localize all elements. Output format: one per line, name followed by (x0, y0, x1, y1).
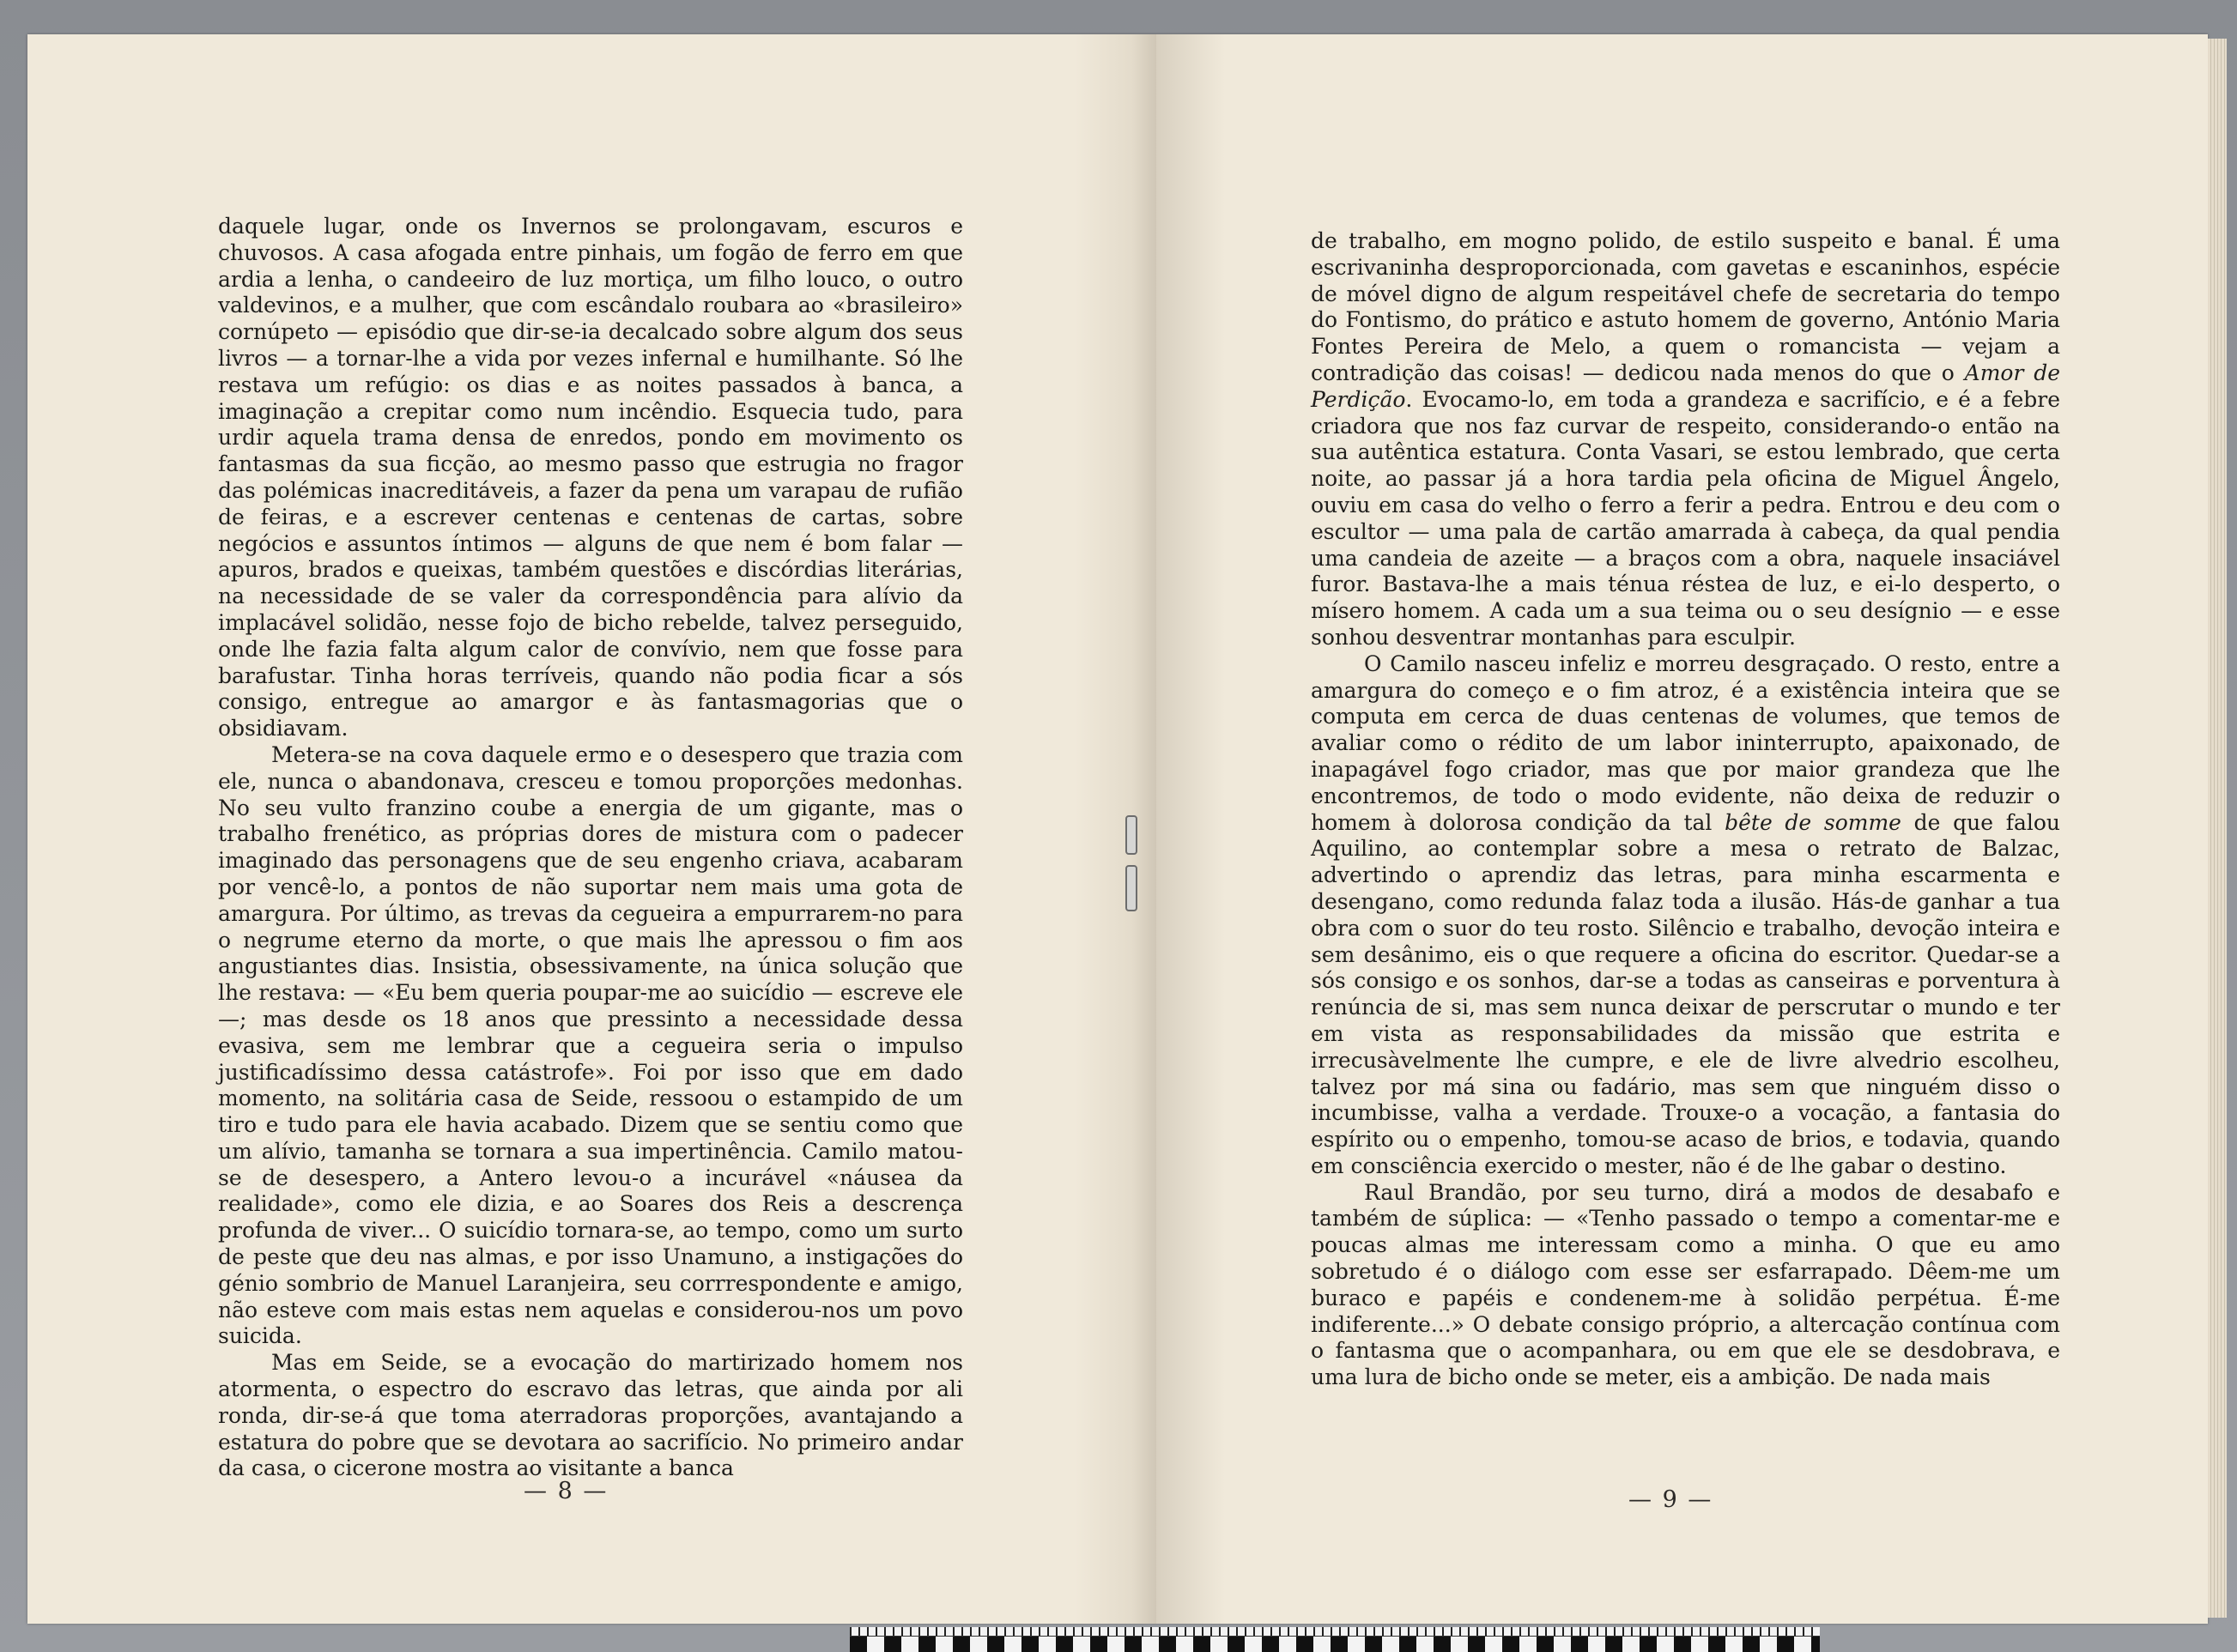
left-page-body (218, 214, 963, 1482)
right-paragraph-1 (1311, 228, 2060, 651)
right-paragraph-1-text-a: de trabalho, em mogno polido, de estilo suspeito e banal. É uma escrivaninha desproporcionada, com gavetas e escaninhos, espécie de móvel digno de algum respeitável chefe de secretaria do tempo do Fontismo, do prático e astuto homem de governo, António Maria Fontes Pereira de Melo, a quem o romancista — vejam a contradição das coisas! — dedicou nada menos do que o (1311, 228, 2060, 385)
phrase-bete-de-somme: bête de somme (1725, 809, 1901, 835)
page-number-right: — 9 — (1628, 1486, 1713, 1513)
staple-bottom (1125, 865, 1137, 911)
staple-top (1125, 815, 1137, 855)
right-paragraph-1-text-b: . Evocamo-lo, em toda a grandeza e sacrifício, e é a febre criadora que nos faz curvar de respeito, considerando-o então na sua autêntica estatura. Conta Vasari, se estou lembrado, que certa noite, ao passar já a hora tardia pela oficina de Miguel Ângelo, ouviu em casa do velho o ferro a ferir a pedra. Entrou e deu com o escultor — uma pala de cartão amarrada à cabeça, da qual pendia uma candeia de azeite — a braços com a obra, naquele insaciável furor. Bastava-lhe a mais ténua réstea de luz, e ei-lo desperto, o mísero homem. A cada um a sua teima ou o seu desígnio — e esse sonhou desventrar montanhas para esculpir. (1311, 386, 2060, 650)
right-paragraph-2 (1311, 651, 2060, 1180)
book-title-amor-de-perdicao: Amor de Perdição (1311, 360, 2060, 412)
right-page-body (1311, 228, 2060, 1391)
page-number-left: — 8 — (524, 1478, 609, 1504)
left-paragraph-2: Metera-se na cova daquele ermo e o desespero que trazia com ele, nunca o abandonava, cresceu e tomou proporções medonhas. No seu vulto franzino coube a energia de um gigante, mas o trabalho frenético, as próprias dores de mistura com o padecer imaginado das personagens que de seu engenho criava, acabaram por vencê-lo, a pontos de não suportar nem mais uma gota de amargura. Por último, as trevas da cegueira a empurrarem-no para o negrume eterno da morte, o que mais lhe apressou o fim aos angustiantes dias. Insistia, obsessivamente, na única solução que lhe restava: — «Eu bem queria poupar-me ao suicídio — escreve ele —; mas desde os 18 anos que pressinto a necessidade dessa evasiva, sem me lembrar que a cegueira seria o impulso justificadíssimo dessa catástrofe». Foi por isso que em dado momento, na solitária casa de Seide, ressoou o estampido de um tiro e tudo para ele havia acabado. Dizem que se sentiu como que um alívio, tamanha se tornara a sua impertinência. Camilo matou-se de desespero, a Antero levou-o a incurável «náusea da realidade», como ele dizia, e ao Soares dos Reis a descrença profunda de viver... O suicídio tornara-se, ao tempo, como um surto de peste que deu nas almas, e por isso Unamuno, a instigações do génio sombrio de Manuel Laranjeira, seu corrrespondente e amigo, não esteve com mais estas nem aquelas e considerou-nos um povo suicida. (218, 741, 963, 1349)
left-paragraph-1: daquele lugar, onde os Invernos se prolongavam, escuros e chuvosos. A casa afogada entre pinhais, um fogão de ferro em que ardia a lenha, o candeeiro de luz mortiça, um filho louco, o outro valdevinos, e a mulher, que com escândalo roubara ao «brasileiro» cornúpeto — episódio que dir-se-ia decalcado sobre algum dos seus livros — a tornar-lhe a vida por vezes infernal e humilhante. Só lhe restava um refúgio: os dias e as noites passados à banca, a imaginação a crepitar como num incêndio. Esquecia tudo, para urdir aquela trama densa de enredos, pondo em movimento os fantasmas da sua ficção, ao mesmo passo que estrugia no fragor das polémicas inacreditáveis, a fazer da pena um varapau de rufião de feiras, e a escrever centenas e centenas de cartas, sobre negócios e assuntos íntimos — alguns de que nem é bom falar — apuros, brados e queixas, também questões e discórdias literárias, na necessidade de se valer da correspondência para alívio da implacável solidão, nesse fojo de bicho rebelde, talvez perseguido, onde lhe fazia falta algum calor de convívio, nem que fosse para barafustar. Tinha horas terríveis, quando não podia ficar a sós consigo, entregue ao amargor e às fantasmagorias que o obsidiavam. (218, 214, 963, 741)
right-paragraph-3: Raul Brandão, por seu turno, dirá a modos de desabafo e também de súplica: — «Tenho passado o tempo a comentar-me e poucas almas me interessam como a minha. O que eu amo sobretudo é o diálogo com esse ser esfarrapado. Dêem-me um buraco e papéis e condenem-me à solidão perpétua. É-me indiferente...» O debate consigo próprio, a altercação contínua com o fantasma que o acompanhara, ou em que ele se desdobrava, e uma lura de bicho onde se meter, eis a ambição. De nada mais (1311, 1179, 2060, 1390)
scale-ruler-ticks (850, 1627, 1820, 1636)
right-paragraph-2-text-b: de que falou Aquilino, ao contemplar sobre a mesa o retrato de Balzac, advertindo o aprendiz das letras, para minha escarmenta e desengano, como redunda falaz toda a ilusão. Hás-de ganhar a tua obra com o suor do teu rosto. Silêncio e trabalho, devoção inteira e sem desânimo, eis o que requere a oficina do escritor. Quedar-se a sós consigo e os sonhos, dar-se a todas as canseiras e porventura à renúncia de si, mas sem nunca deixar de perscrutar o mundo e ter em vista as responsabilidades da missão que estrita e irrecusàvelmente lhe cumpre, e ele de livre alvedrio escolheu, talvez por má sina ou fadário, mas sem que ninguém disso o incumbisse, valha a verdade. Trouxe-o a vocação, a fantasia do espírito ou o empenho, tomou-se acaso de brios, e todavia, quando em consciência exercido o mester, não é de lhe gabar o destino. (1311, 809, 2061, 1178)
gutter-shadow-right (1156, 34, 1225, 1624)
page-edges (2208, 39, 2227, 1618)
book-spread (27, 34, 2208, 1624)
gutter-shadow-left (1075, 34, 1156, 1624)
scale-ruler (850, 1636, 1820, 1652)
right-paragraph-2-text-a: O Camilo nasceu infeliz e morreu desgraçado. O resto, entre a amargura do começo e o fim atroz, é a existência inteira que se computa em cerca de duas centenas de volumes, que temos de avaliar como o rédito de um labor ininterrupto, apaixonado, de inapagável fogo criador, mas que por maior grandeza que lhe encontremos, de todo o modo evidente, não deixa de reduzir o homem à dolorosa condição da tal (1311, 651, 2060, 835)
left-paragraph-3: Mas em Seide, se a evocação do martirizado homem nos atormenta, o espectro do escravo das letras, que ainda por ali ronda, dir-se-á que toma aterradoras proporções, avantajando a estatura do pobre que se devotara ao sacrifício. No primeiro andar da casa, o cicerone mostra ao visitante a banca (218, 1350, 963, 1481)
